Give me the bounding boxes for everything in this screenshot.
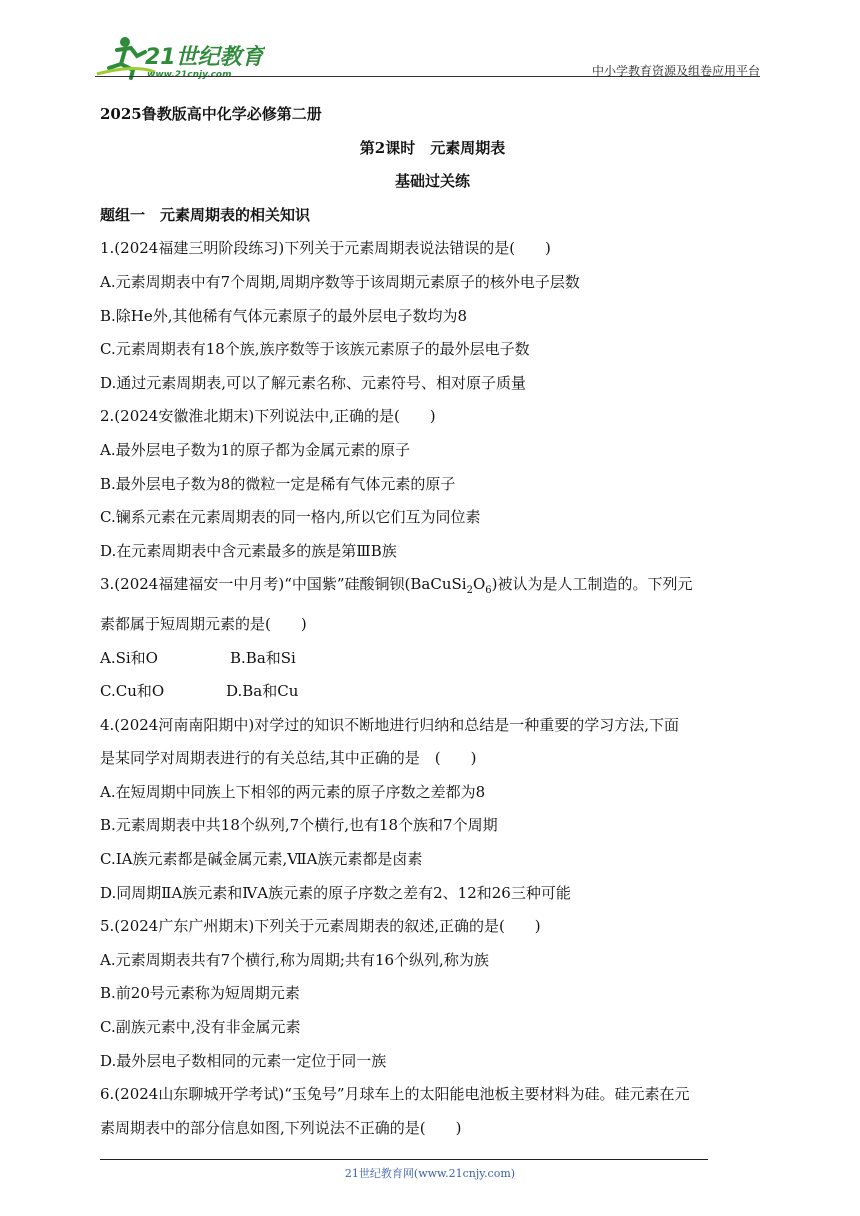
- header-divider: [95, 76, 760, 77]
- option-c: C.元素周期表有18个族,族序数等于该族元素原子的最外层电子数: [100, 340, 530, 359]
- option-d: D.通过元素周期表,可以了解元素名称、元素符号、相对原子质量: [100, 373, 527, 392]
- option-b: B.除He外,其他稀有气体元素原子的最外层电子数均为8: [100, 306, 468, 325]
- option-c: C.ⅠA族元素都是碱金属元素,ⅦA族元素都是卤素: [100, 850, 423, 869]
- option-a: A.元素周期表中有7个周期,周期序数等于该周期元素原子的核外电子层数: [100, 272, 580, 291]
- footer-divider: [100, 1159, 708, 1160]
- option-d: D.Ba和Cu: [226, 682, 299, 701]
- question-3: [100, 568, 765, 708]
- option-d: D.同周期ⅡA族元素和ⅣA族元素的原子序数之差有2、12和26三种可能: [100, 883, 571, 902]
- options-cd: [100, 675, 765, 709]
- option-b: B.Ba和Si: [230, 648, 296, 667]
- lesson-title: 第2课时 元素周期表: [359, 138, 506, 157]
- question-4: [100, 709, 765, 911]
- section-title: 基础过关练: [394, 172, 470, 191]
- group-title: 题组一 元素周期表的相关知识: [100, 205, 311, 224]
- page-header: [95, 30, 760, 80]
- question-stem: 2.(2024安徽淮北期末)下列说法中,正确的是( ): [100, 407, 436, 426]
- option-a: A.元素周期表共有7个横行,称为周期;共有16个纵列,称为族: [100, 950, 489, 969]
- question-stem: 6.(2024山东聊城开学考试)“玉兔号”月球车上的太阳能电池板主要材料为硅。硅元素在元: [100, 1085, 690, 1104]
- svg-text:21世纪教育: 21世纪教育: [145, 45, 264, 70]
- logo-21cnjy: [95, 34, 265, 80]
- question-stem: 4.(2024河南南阳期中)对学过的知识不断地进行归纳和总结是一种重要的学习方法,下面: [100, 715, 679, 734]
- option-a: A.Si和O: [100, 648, 158, 667]
- question-stem: 5.(2024广东广州期末)下列关于元素周期表的叙述,正确的是( ): [100, 917, 541, 936]
- question-1: [100, 232, 765, 400]
- option-a: A.最外层电子数为1的原子都为金属元素的原子: [100, 440, 411, 459]
- question-stem: 3.(2024福建福安一中月考)“中国紫”硅酸铜钡$(BaCuSi_2O_6)$被认为是人工制造的。下列元: [100, 575, 693, 597]
- option-c: C.Cu和O: [100, 682, 165, 701]
- option-d: D.最外层电子数相同的元素一定位于同一族: [100, 1051, 387, 1070]
- option-b: B.元素周期表中共18个纵列,7个横行,也有18个族和7个周期: [100, 816, 498, 835]
- book-title: 2025鲁教版高中化学必修第二册: [100, 105, 322, 123]
- question-stem-cont: 素都属于短周期元素的是( ): [100, 614, 307, 633]
- document-body: [100, 98, 765, 1145]
- question-2: [100, 400, 765, 568]
- option-a: A.在短周期中同族上下相邻的两元素的原子序数之差都为8: [100, 782, 486, 801]
- platform-name: 中小学教育资源及组卷应用平台: [591, 64, 760, 78]
- option-b: B.前20号元素称为短周期元素: [100, 984, 300, 1003]
- options-ab: [100, 642, 765, 676]
- option-b: B.最外层电子数为8的微粒一定是稀有气体元素的原子: [100, 474, 456, 493]
- question-6: [100, 1078, 765, 1145]
- svg-text:www.21cnjy.com: www.21cnjy.com: [147, 70, 232, 80]
- footer-link[interactable]: 21世纪教育网(www.21cnjy.com): [344, 1167, 516, 1180]
- option-c: C.副族元素中,没有非金属元素: [100, 1018, 301, 1037]
- question-5: [100, 910, 765, 1078]
- option-c: C.镧系元素在元素周期表的同一格内,所以它们互为同位素: [100, 508, 481, 527]
- option-d: D.在元素周期表中含元素最多的族是第ⅢB族: [100, 541, 397, 560]
- question-stem-cont: 是某同学对周期表进行的有关总结,其中正确的是 ( ): [100, 749, 477, 768]
- question-stem: 1.(2024福建三明阶段练习)下列关于元素周期表说法错误的是( ): [100, 239, 551, 258]
- question-stem-cont: 素周期表中的部分信息如图,下列说法不正确的是( ): [100, 1118, 462, 1137]
